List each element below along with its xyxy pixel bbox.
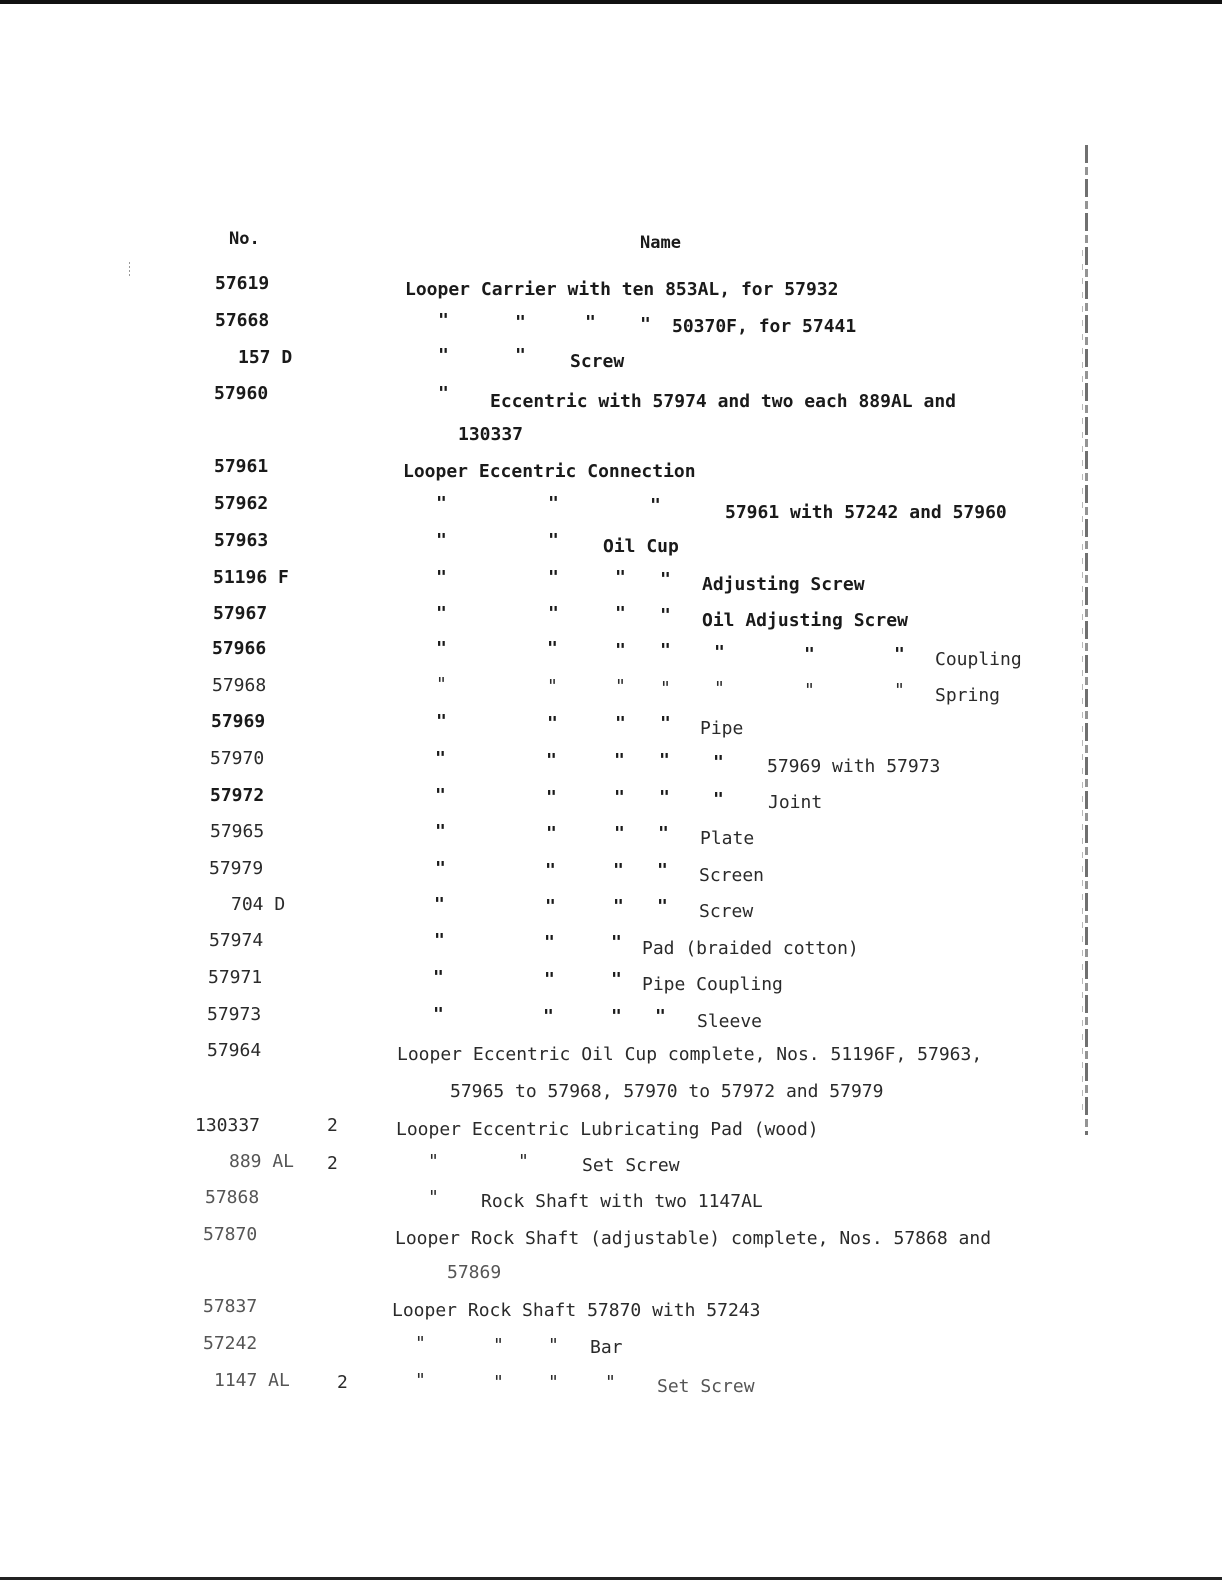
ditto-mark: " xyxy=(713,752,724,773)
ditto-mark: " xyxy=(434,894,445,915)
ditto-mark: " xyxy=(548,603,559,624)
header-name: Name xyxy=(640,233,681,253)
part-qty: 2 xyxy=(337,1372,348,1393)
ditto-mark: " xyxy=(659,787,670,808)
part-name: Joint xyxy=(768,792,823,813)
part-name: Looper Eccentric Connection xyxy=(403,461,696,482)
ditto-mark: " xyxy=(438,310,449,331)
ditto-mark: " xyxy=(658,823,669,844)
ditto-mark: " xyxy=(804,680,815,701)
part-name: Pad (braided cotton) xyxy=(642,938,859,959)
ditto-mark: " xyxy=(436,674,447,695)
part-name: Sleeve xyxy=(697,1011,763,1032)
ditto-mark: " xyxy=(493,1335,504,1356)
part-name: Screw xyxy=(699,901,754,922)
part-no: 130337 xyxy=(195,1115,261,1136)
part-no: 51196 F xyxy=(213,567,289,588)
ditto-mark: " xyxy=(615,676,626,697)
ditto-mark: " xyxy=(545,896,556,917)
part-no: 889 AL xyxy=(229,1151,295,1172)
ditto-mark: " xyxy=(548,567,559,588)
part-no: 57979 xyxy=(209,858,264,879)
ditto-mark: " xyxy=(547,713,558,734)
left-margin-mark xyxy=(129,262,130,276)
ditto-mark: " xyxy=(804,644,815,665)
part-no: 57973 xyxy=(207,1004,262,1025)
part-no: 57961 xyxy=(214,456,269,477)
ditto-mark: " xyxy=(435,858,446,879)
ditto-mark: " xyxy=(657,860,668,881)
ditto-mark: " xyxy=(546,750,557,771)
part-name: Rock Shaft with two 1147AL xyxy=(481,1191,763,1212)
ditto-mark: " xyxy=(545,860,556,881)
ditto-mark: " xyxy=(660,569,671,590)
part-name: Bar xyxy=(590,1337,623,1358)
ditto-mark: " xyxy=(611,969,622,990)
ditto-mark: " xyxy=(615,603,626,624)
part-no: 57870 xyxy=(203,1224,258,1245)
ditto-mark: " xyxy=(659,750,670,771)
part-no: 57668 xyxy=(215,310,270,331)
ditto-mark: " xyxy=(650,495,661,516)
part-no: 57964 xyxy=(207,1040,262,1061)
part-no: 704 D xyxy=(231,894,286,915)
ditto-mark: " xyxy=(546,823,557,844)
ditto-mark: " xyxy=(546,787,557,808)
ditto-mark: " xyxy=(436,530,447,551)
part-qty: 2 xyxy=(327,1115,338,1136)
part-no: 57967 xyxy=(213,603,268,624)
part-no: 57974 xyxy=(209,930,264,951)
ditto-mark: " xyxy=(613,896,624,917)
part-name: Eccentric with 57974 and two each 889AL and xyxy=(490,391,956,412)
ditto-mark: " xyxy=(433,967,444,988)
part-name: Coupling xyxy=(935,649,1022,670)
ditto-mark: " xyxy=(435,785,446,806)
part-no: 57965 xyxy=(210,821,265,842)
part-no: 57619 xyxy=(215,273,270,294)
ditto-mark: " xyxy=(436,638,447,659)
ditto-mark: " xyxy=(548,530,559,551)
ditto-mark: " xyxy=(611,932,622,953)
part-no: 57970 xyxy=(210,748,265,769)
part-name: Plate xyxy=(700,828,755,849)
ditto-mark: " xyxy=(548,1335,559,1356)
part-name: Looper Eccentric Oil Cup complete, Nos. 51196F, 57963, xyxy=(397,1044,983,1065)
ditto-mark: " xyxy=(438,383,449,404)
scan-edge-mark-2 xyxy=(1082,250,1083,1110)
ditto-mark: " xyxy=(655,1006,666,1027)
part-name-continued: 130337 xyxy=(458,424,524,445)
part-name: Spring xyxy=(935,685,1001,706)
part-no: 57971 xyxy=(208,967,263,988)
ditto-mark: " xyxy=(614,823,625,844)
part-name: 57961 with 57242 and 57960 xyxy=(725,502,1007,523)
scan-edge-mark xyxy=(1085,145,1088,1135)
part-no: 57960 xyxy=(214,383,269,404)
ditto-mark: " xyxy=(428,1187,439,1208)
ditto-mark: " xyxy=(543,1006,554,1027)
ditto-mark: " xyxy=(436,711,447,732)
part-no: 57963 xyxy=(214,530,269,551)
part-no: 57968 xyxy=(212,675,267,696)
ditto-mark: " xyxy=(660,713,671,734)
part-no: 57972 xyxy=(210,785,265,806)
part-name: Pipe Coupling xyxy=(642,974,783,995)
ditto-mark: " xyxy=(615,567,626,588)
ditto-mark: " xyxy=(428,1151,439,1172)
part-name: Looper Eccentric Lubricating Pad (wood) xyxy=(396,1119,819,1140)
part-name: Set Screw xyxy=(582,1155,680,1176)
ditto-mark: " xyxy=(435,748,446,769)
ditto-mark: " xyxy=(544,969,555,990)
ditto-mark: " xyxy=(433,1004,444,1025)
ditto-mark: " xyxy=(435,821,446,842)
part-name: Looper Carrier with ten 853AL, for 57932 xyxy=(405,279,839,300)
part-no: 157 D xyxy=(238,347,293,368)
part-name: Set Screw xyxy=(657,1376,755,1397)
part-no: 57969 xyxy=(211,711,266,732)
ditto-mark: " xyxy=(434,930,445,951)
ditto-mark: " xyxy=(613,860,624,881)
ditto-mark: " xyxy=(438,345,449,366)
ditto-mark: " xyxy=(611,1006,622,1027)
part-name: Oil Cup xyxy=(603,536,679,557)
ditto-mark: " xyxy=(436,493,447,514)
ditto-mark: " xyxy=(894,644,905,665)
part-no: 57962 xyxy=(214,493,269,514)
ditto-mark: " xyxy=(415,1333,426,1354)
ditto-mark: " xyxy=(614,787,625,808)
ditto-mark: " xyxy=(547,676,558,697)
ditto-mark: " xyxy=(714,678,725,699)
ditto-mark: " xyxy=(548,493,559,514)
ditto-mark: " xyxy=(605,1372,616,1393)
part-no: 57837 xyxy=(203,1296,258,1317)
ditto-mark: " xyxy=(894,680,905,701)
ditto-mark: " xyxy=(436,567,447,588)
ditto-mark: " xyxy=(714,642,725,663)
ditto-mark: " xyxy=(660,640,671,661)
ditto-mark: " xyxy=(640,314,651,335)
ditto-mark: " xyxy=(614,750,625,771)
part-name: Looper Rock Shaft 57870 with 57243 xyxy=(392,1300,761,1321)
part-name: Looper Rock Shaft (adjustable) complete, Nos. 57868 and xyxy=(395,1228,992,1249)
part-name: Screw xyxy=(570,351,625,372)
ditto-mark: " xyxy=(493,1372,504,1393)
part-name: 50370F, for 57441 xyxy=(672,316,857,337)
part-no: 1147 AL xyxy=(214,1370,290,1391)
bottom-border xyxy=(0,1577,1222,1580)
part-qty: 2 xyxy=(327,1153,338,1174)
ditto-mark: " xyxy=(615,640,626,661)
part-name-continued: 57869 xyxy=(447,1262,502,1283)
part-name: Pipe xyxy=(700,718,744,739)
part-no: 57242 xyxy=(203,1333,258,1354)
ditto-mark: " xyxy=(713,789,724,810)
ditto-mark: " xyxy=(660,678,671,699)
ditto-mark: " xyxy=(544,932,555,953)
ditto-mark: " xyxy=(615,713,626,734)
ditto-mark: " xyxy=(415,1370,426,1391)
header-no: No. xyxy=(229,229,260,249)
part-name: Adjusting Screw xyxy=(702,574,865,595)
ditto-mark: " xyxy=(657,896,668,917)
part-no: 57966 xyxy=(212,638,267,659)
part-name: Screen xyxy=(699,865,765,886)
part-name: Oil Adjusting Screw xyxy=(702,610,908,631)
ditto-mark: " xyxy=(436,603,447,624)
part-name: 57969 with 57973 xyxy=(767,756,941,777)
top-border xyxy=(0,0,1222,4)
part-name-continued: 57965 to 57968, 57970 to 57972 and 57979 xyxy=(450,1081,884,1102)
ditto-mark: " xyxy=(515,345,526,366)
ditto-mark: " xyxy=(515,312,526,333)
part-no: 57868 xyxy=(205,1187,260,1208)
ditto-mark: " xyxy=(548,1372,559,1393)
ditto-mark: " xyxy=(547,638,558,659)
ditto-mark: " xyxy=(518,1151,529,1172)
ditto-mark: " xyxy=(585,312,596,333)
ditto-mark: " xyxy=(660,605,671,626)
